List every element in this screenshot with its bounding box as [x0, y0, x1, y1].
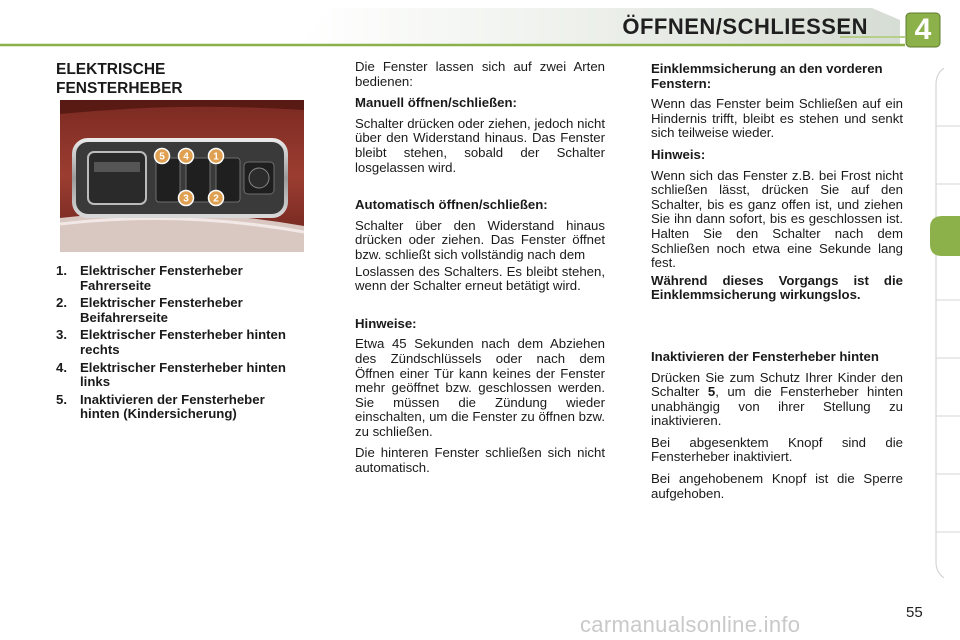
auto-text-2: Loslassen des Schalters. Es bleibt stehen, wenn der Schalter erneut betätigt wird. [355, 263, 605, 294]
legend-number: 2. [56, 295, 67, 311]
legend-text: Elektrischer Fensterheber Beifahrerseite [80, 295, 243, 325]
notes-text-2: Die hinteren Fenster schließen sich nicht automatisch. [355, 445, 605, 476]
pinch-heading: Einklemmsicherung an den vorderen Fenstern: [651, 61, 883, 91]
section-title-line2: FENSTERHEBER [56, 80, 183, 97]
legend-text: Elektrischer Fensterheber hinten links [80, 359, 286, 390]
note-heading: Hinweis: [651, 146, 706, 162]
legend-item [56, 328, 306, 357]
right-column [651, 62, 903, 508]
legend-text: Elektrischer Fensterheber Fahrerseite [80, 263, 243, 293]
page-title: ÖFFNEN/SCHLIESSEN [622, 14, 868, 39]
spacer [355, 182, 605, 198]
pinch-text: Wenn das Fenster beim Schließen auf ein Hindernis trifft, bleibt es stehen und senkt sich teilweise wieder. [651, 96, 903, 141]
spacer [651, 310, 903, 350]
rear-text [651, 371, 903, 429]
manual-heading: Manuell öffnen/schließen: [355, 95, 517, 111]
legend-number: 3. [56, 327, 67, 343]
legend-text: Elektrischer Fensterheber hinten rechts [80, 327, 286, 357]
switch-number: 5 [707, 384, 716, 400]
callout-2-label: 2 [213, 193, 219, 205]
raised-text: Bei angehobenem Knopf ist die Sperre aufgehoben. [651, 471, 903, 501]
callout-3-label: 3 [183, 193, 189, 205]
callout-4-label: 4 [183, 151, 189, 163]
intro-text: Die Fenster lassen sich auf zwei Arten bedienen: [355, 59, 605, 89]
notes-heading: Hinweise: [355, 315, 417, 331]
warning-text: Während dieses Vorgangs ist die Einklemmsicherung wirkungslos. [651, 272, 903, 303]
legend-number: 1. [56, 263, 67, 278]
legend-item [56, 296, 306, 325]
left-column [56, 60, 306, 98]
middle-column [355, 60, 605, 483]
lowered-text: Bei abgesenktem Knopf sind die Fensterheber inaktiviert. [651, 434, 903, 465]
auto-text-1: Schalter über den Widerstand hinaus drücken oder ziehen. Das Fenster öffnet bzw. schließt sich vollständig nach dem [355, 217, 605, 262]
rear-text-a: Drücken Sie zum Schutz Ihrer Kinder den Schalter [651, 369, 903, 400]
legend-item [56, 393, 306, 422]
callout-1-label: 1 [213, 151, 219, 163]
legend-number: 4. [56, 359, 67, 375]
spacer [355, 301, 605, 317]
manual-text: Schalter drücken oder ziehen, jedoch nicht über den Widerstand hinaus. Das Fenster bleibt stehen, sobald der Schalter losgelassen wird. [355, 115, 605, 175]
window-switch-photo [60, 100, 304, 252]
auto-heading: Automatisch öffnen/schließen: [355, 197, 548, 213]
legend-list [56, 264, 306, 425]
notes-text-1: Etwa 45 Sekunden nach dem Abziehen des Zündschlüssels oder nach dem Öffnen einer Tür kann keines der Fenster mehr geöffnet bzw. geschlossen werden. Sie müssen die Zündung wieder einschalten, um die Fenster zu öffnen bzw. zu schließen. [355, 336, 605, 439]
section-title-line1: ELEKTRISCHE [56, 61, 166, 78]
chapter-number: 4 [914, 13, 932, 46]
watermark: carmanualsonline.info [580, 612, 801, 637]
legend-item [56, 361, 306, 390]
legend-text: Inaktivieren der Fensterheber hinten (Kindersicherung) [80, 391, 265, 422]
page-header [0, 0, 960, 50]
page-number: 55 [906, 604, 923, 621]
chapter-tabs [924, 68, 960, 578]
rear-heading: Inaktivieren der Fensterheber hinten [651, 348, 879, 364]
callout-5-label: 5 [159, 151, 165, 163]
rear-text-b: , um die Fensterheber hinten unabhängig von ihrer Stellung zu inaktivieren. [651, 384, 903, 429]
legend-item [56, 264, 306, 293]
legend-number: 5. [56, 391, 67, 407]
note-text: Wenn sich das Fenster z.B. bei Frost nicht schließen lässt, drücken Sie auf den Schalter, bis es ganz offen ist, und ziehen Sie ihn dann sofort, bis es geschlossen ist. Halten Sie den Schalter nach dem Schließen noch etwa eine Sekunde lang fest. [651, 167, 903, 271]
